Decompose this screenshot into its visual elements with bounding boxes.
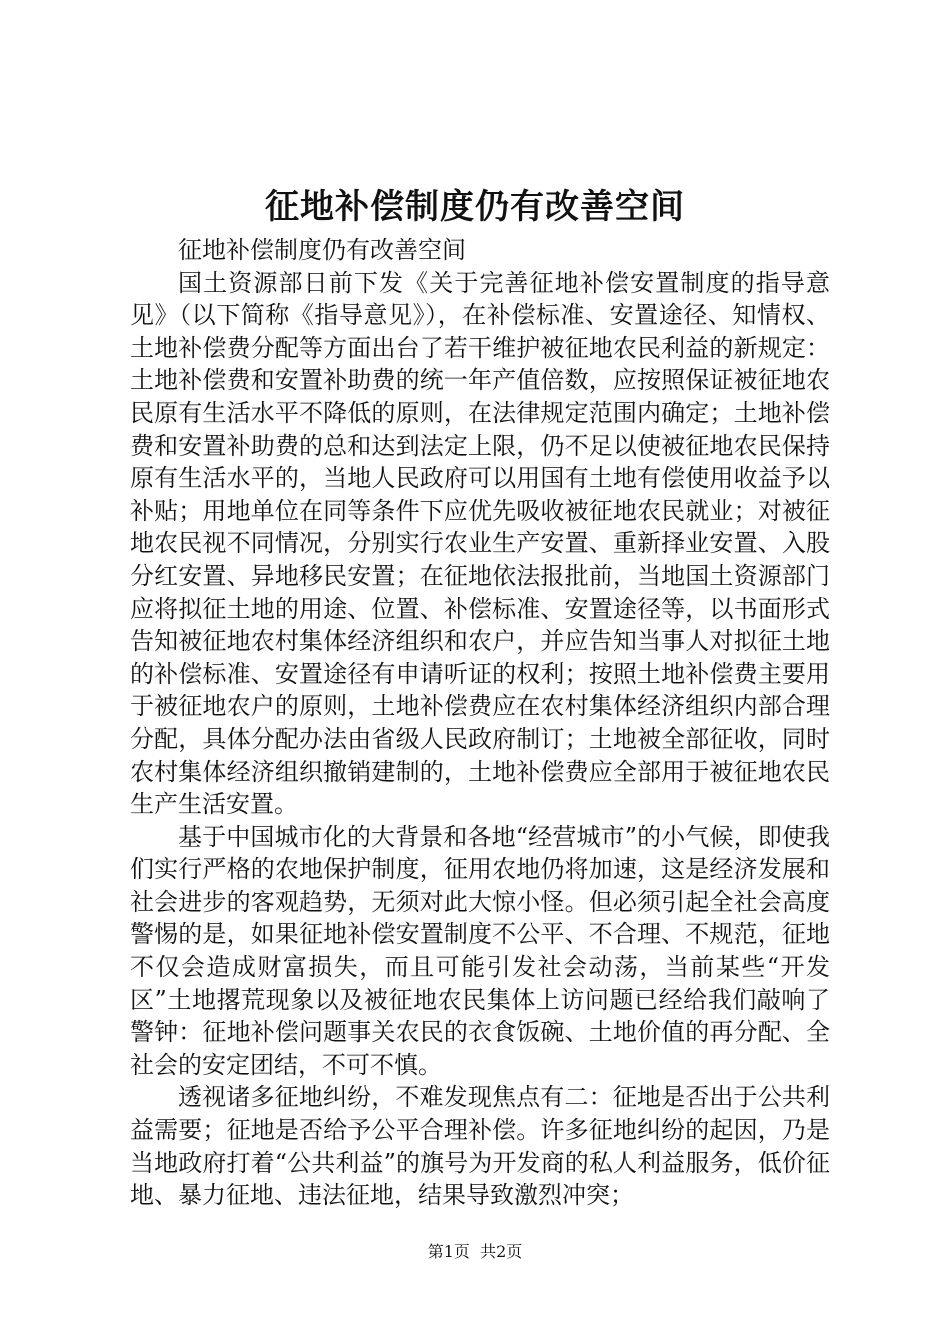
page-number-label: 第1页 共2页 <box>427 1242 523 1261</box>
page-footer <box>0 1240 950 1264</box>
document-title: 征地补偿制度仍有改善空间 <box>265 187 685 227</box>
paragraph-subtitle: 征地补偿制度仍有改善空间 <box>178 236 466 264</box>
paragraph-3: 透视诸多征地纠纷，不难发现焦点有二：征地是否出于公共利益需要；征地是否给予公平合理补偿。许多征地纠纷的起因，乃是当地政府打着“公共利益”的旗号为开发商的私人利益服务，低价征地、暴力征地、违法征地，结果导致激烈冲突； <box>130 1083 830 1210</box>
paragraph-1: 国土资源部日前下发《关于完善征地补偿安置制度的指导意见》（以下简称《指导意见》），在补偿标准、安置途径、知情权、土地补偿费分配等方面出台了若干维护被征地农民利益的新规定：土地补偿费和安置补助费的统一年产值倍数，应按照保证被征地农民原有生活水平不降低的原则，在法律规定范围内确定；土地补偿费和安置补助费的总和达到法定上限，仍不足以使被征地农民保持原有生活水平的，当地人民政府可以用国有土地有偿使用收益予以补贴；用地单位在同等条件下应优先吸收被征地农民就业；对被征地农民视不同情况，分别实行农业生产安置、重新择业安置、入股分红安置、异地移民安置；在征地依法报批前，当地国土资源部门应将拟征土地的用途、位置、补偿标准、安置途径等，以书面形式告知被征地农村集体经济组织和农户，并应告知当事人对拟征土地的补偿标准、安置途径有申请听证的权利；按照土地补偿费主要用于被征地农户的原则，土地补偿费应在农村集体经济组织内部合理分配，具体分配办法由省级人民政府制订；土地被全部征收，同时农村集体经济组织撤销建制的，土地补偿费应全部用于被征地农民生产生活安置。 <box>130 268 830 819</box>
paragraph-2: 基于中国城市化的大背景和各地“经营城市”的小气候，即使我们实行严格的农地保护制度，征用农地仍将加速，这是经济发展和社会进步的客观趋势，无须对此大惊小怪。但必须引起全社会高度警惕的是，如果征地补偿安置制度不公平、不合理、不规范，征地不仅会造成财富损失，而且可能引发社会动荡，当前某些“开发区”土地撂荒现象以及被征地农民集体上访问题已经给我们敲响了警钟：征地补偿问题事关农民的衣食饭碗、土地价值的再分配、全社会的安定团结，不可不慎。 <box>130 822 830 1079</box>
document-body <box>130 234 830 1212</box>
